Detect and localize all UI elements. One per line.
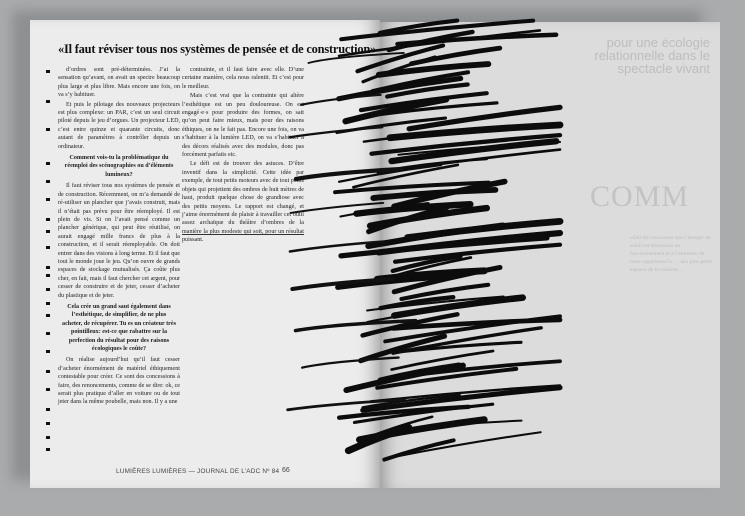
left-page: [30, 20, 380, 488]
text-column-2: [182, 66, 304, 246]
margin-mark: [46, 332, 50, 335]
margin-mark: [46, 70, 50, 73]
running-footer: LUMIÈRES LUMIÈRES — JOURNAL DE L’ADC Nº 84: [116, 468, 280, 475]
margin-mark: [46, 100, 50, 103]
right-page: [380, 22, 720, 488]
margin-mark: [46, 436, 50, 439]
page-number: 66: [282, 467, 290, 474]
ghost-body-text: «Ont-ils conscience que l’énergie du soleil est nécessaire au fonctionnement et à l’entretien de leurs organismes?» … aux plus petits espaces de la création…: [630, 235, 713, 273]
margin-mark: [46, 388, 50, 391]
interview-question: Comment vois-tu la problématique du réemploi des scénographies ou d’éléments lumineux?: [64, 155, 174, 178]
margin-mark: [46, 198, 50, 201]
interview-question: Cela crée un grand saut également dans l’esthétique, de simplifier, de ne plus acheter, de récupérer. Tu es un créateur très pointilleux: est-ce que rabattre sur la perfection du résultat pour des raisons écologiques le coûte?: [62, 303, 176, 352]
margin-mark: [46, 180, 50, 183]
margin-mark: [46, 246, 50, 249]
paragraph: Mais c’est vrai que la contrainte qui altère l’esthétique est un peu douloureuse. On est engagé·e·s pour produire des formes, on sait qu’on peut faire mieux, mais pour des raisons éthiques, on ne le fait pas. Encore une fois, on va s’habituer à la lumière LED, on va s’habituer à des décors réalisés avec des modules, donc pas forcément parfaits etc.: [182, 93, 304, 159]
margin-mark: [46, 274, 50, 277]
ghost-big-word: COMM: [590, 180, 690, 213]
paragraph: Le défi est de trouver des astuces. D’être inventif dans la simplicité. Cette idée par exemple, de tout petits moteurs avec de tout petits objets qui projettent des ombres de huit mètres de haut, produit quelque chose de grandiose avec des petits moyens. Le rapport est changé, et j’aime énormément de plaisir à travailler cet outil assez archaïque du théâtre d’ombres de la manière la plus modeste qui soit, pour un résultat puissant.: [182, 161, 305, 244]
paragraph: contrainte, et il faut faire avec elle. D’une certaine manière, cela nous ralentit. Et c’est pour le meilleur.: [182, 67, 304, 90]
open-magazine: [30, 20, 720, 498]
margin-mark: [46, 422, 50, 425]
margin-mark: [46, 448, 50, 451]
column-end-rule: [182, 234, 304, 235]
ghost-heading: pour une écologie relationnelle dans le spectacle vivant: [594, 35, 710, 76]
paragraph: Il faut réviser tous nos systèmes de pensée et de construction. Récemment, on m’a demandé de ré-utiliser un plancher que j’avais construit, mais il n’était pas prévu pour être réemployé. Il est plein de vis. Si on l’avait pensé comme un plancher générique, qui peut être réutilisé, on aurait engagé mille francs de plus à la construction, et il serait réemployable. On doit entrer dans des visions à long terme. Et il faut que tout le monde joue le jeu. Qu’on ouvre de grands espaces de stockage mutualisés. Ça coûte plus cher, en fait, mais il faut chercher cet argent, pour cesser de construire et de jeter, cesser d’acheter du plastique et de jeter.: [58, 183, 181, 299]
margin-mark: [46, 218, 50, 221]
paragraph: Et puis le pilotage des nouveaux projecteurs est plus complexe: un PAR, c’est un seul circuit piloté depuis le jeu d’orgues. Un projecteur LED, c’est entre quinze et quarante circuits, donc autant de paramètres à contrôler depuis un ordinateur.: [58, 101, 180, 150]
margin-mark: [46, 370, 50, 373]
paragraph: d’ordres sont pré-déterminées. J’ai la sensation qu’avant, on avait un spectre beaucoup plus large et plus libre. Mais encore une fois, on va s’y habituer.: [58, 67, 180, 99]
margin-mark: [46, 230, 50, 233]
margin-mark: [46, 350, 50, 353]
paragraph: On réalise aujourd’hui qu’il faut cesser d’acheter énormément de matériel éthiquement contestable pour créer. Ce sont des concessions à faire, des renoncements, comme de se dire: ok, ce serait plus pratique d’aller en voiture ou de tout jeter dans la même poubelle, mais non. Il y a une: [58, 357, 180, 406]
margin-mark: [46, 128, 50, 131]
margin-mark: [46, 266, 50, 269]
margin-marks: [46, 70, 52, 450]
article-headline: «Il faut réviser tous nos systèmes de pensée et de construction»: [58, 42, 377, 56]
margin-mark: [46, 288, 50, 291]
margin-mark: [46, 162, 50, 165]
text-column-1: [58, 66, 180, 408]
margin-mark: [46, 314, 50, 317]
margin-mark: [46, 408, 50, 411]
margin-mark: [46, 302, 50, 305]
